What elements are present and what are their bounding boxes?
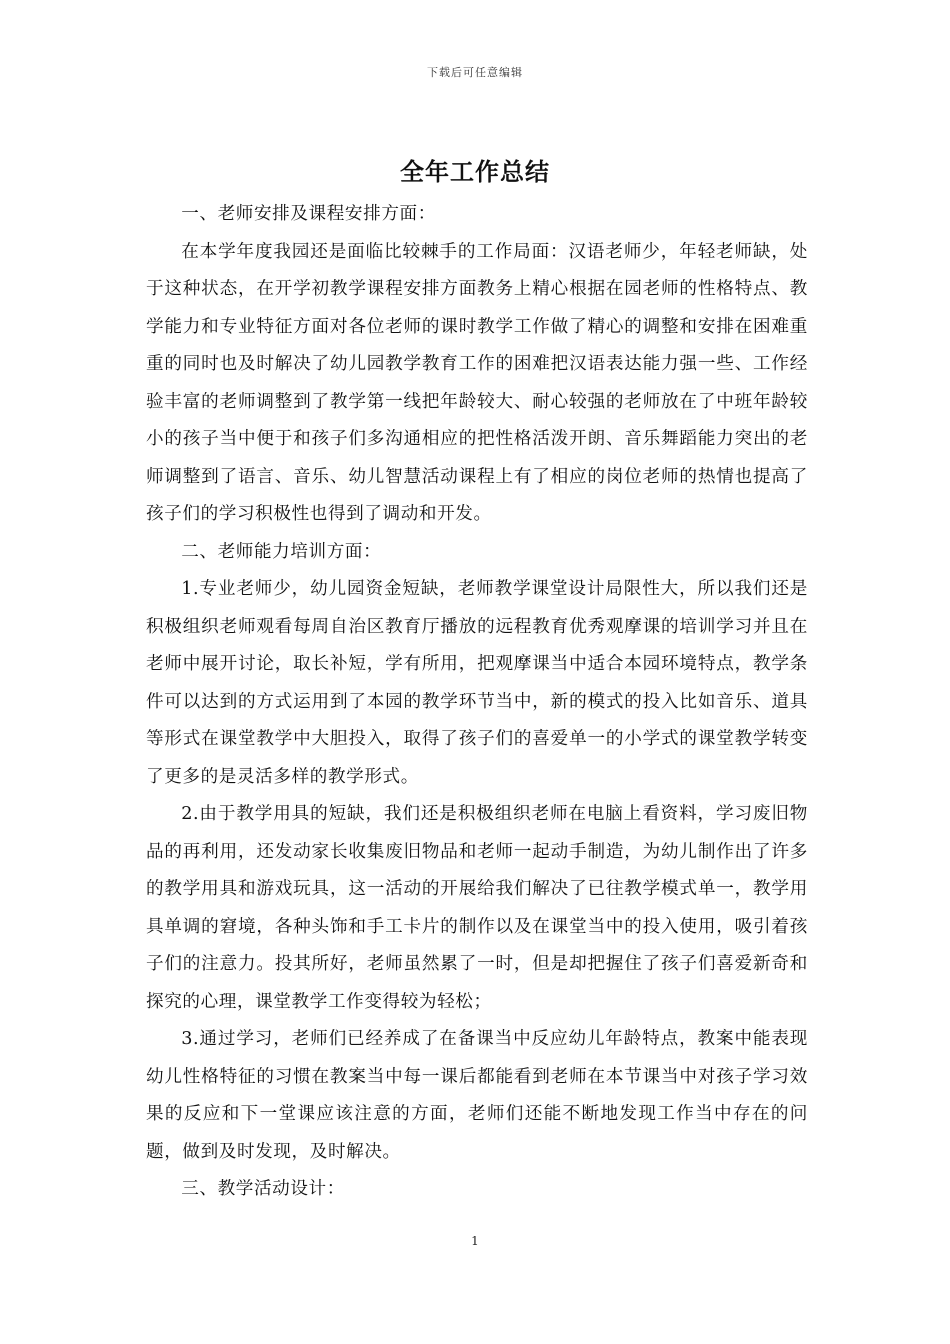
section-heading-2: 二、老师能力培训方面： <box>181 541 382 562</box>
body-paragraph: 3.通过学习，老师们已经养成了在备课当中反应幼儿年龄特点，教案中能表现幼儿性格特征的习惯在教案当中每一课后都能看到老师在本节课当中对孩子学习效果的反应和下一堂课应该注意的方面，老师们还能不断地发现工作当中存在的问题，做到及时发现，及时解决。 <box>146 1029 808 1162</box>
page-number: 1 <box>471 1234 479 1248</box>
section-heading-1: 一、老师安排及课程安排方面： <box>181 204 436 224</box>
body-paragraph: 2.由于教学用具的短缺，我们还是积极组织老师在电脑上看资料，学习废旧物品的再利用，还发动家长收集废旧物品和老师一起动手制造，为幼儿制作出了许多的教学用具和游戏玩具，这一活动的开展给我们解决了已往教学模式单一，教学用具单调的窘境，各种头饰和手工卡片的制作以及在课堂当中的投入使用，吸引着孩子们的注意力。投其所好，老师虽然累了一时，但是却把握住了孩子们喜爱新奇和探究的心理，课堂教学工作变得较为轻松； <box>146 804 808 1012</box>
body-paragraph: 在本学年度我园还是面临比较棘手的工作局面：汉语老师少，年轻老师缺，处于这种状态，在开学初教学课程安排方面教务上精心根据在园老师的性格特点、教学能力和专业特征方面对各位老师的课时教学工作做了精心的调整和安排在困难重重的同时也及时解决了幼儿园教学教育工作的困难把汉语表达能力强一些、工作经验丰富的老师调整到了教学第一线把年龄较大、耐心较强的老师放在了中班年龄较小的孩子当中便于和孩子们多沟通相应的把性格活泼开朗、音乐舞蹈能力突出的老师调整到了语言、音乐、幼儿智慧活动课程上有了相应的岗位老师的热情也提高了孩子们的学习积极性也得到了调动和开发。 <box>146 241 808 524</box>
page-header-note: 下载后可任意编辑 <box>427 66 523 79</box>
document-title: 全年工作总结 <box>400 157 550 186</box>
body-paragraph: 1.专业老师少，幼儿园资金短缺，老师教学课堂设计局限性大，所以我们还是积极组织老师观看每周自治区教育厅播放的远程教育优秀观摩课的培训学习并且在老师中展开讨论，取长补短，学有所用，把观摩课当中适合本园环境特点，教学条件可以达到的方式运用到了本园的教学环节当中，新的模式的投入比如音乐、道具等形式在课堂教学中大胆投入，取得了孩子们的喜爱单一的小学式的课堂教学转变了更多的是灵活多样的教学形式。 <box>146 579 808 787</box>
section-heading-3: 三、教学活动设计： <box>181 1179 345 1199</box>
document-body <box>146 196 808 1209</box>
